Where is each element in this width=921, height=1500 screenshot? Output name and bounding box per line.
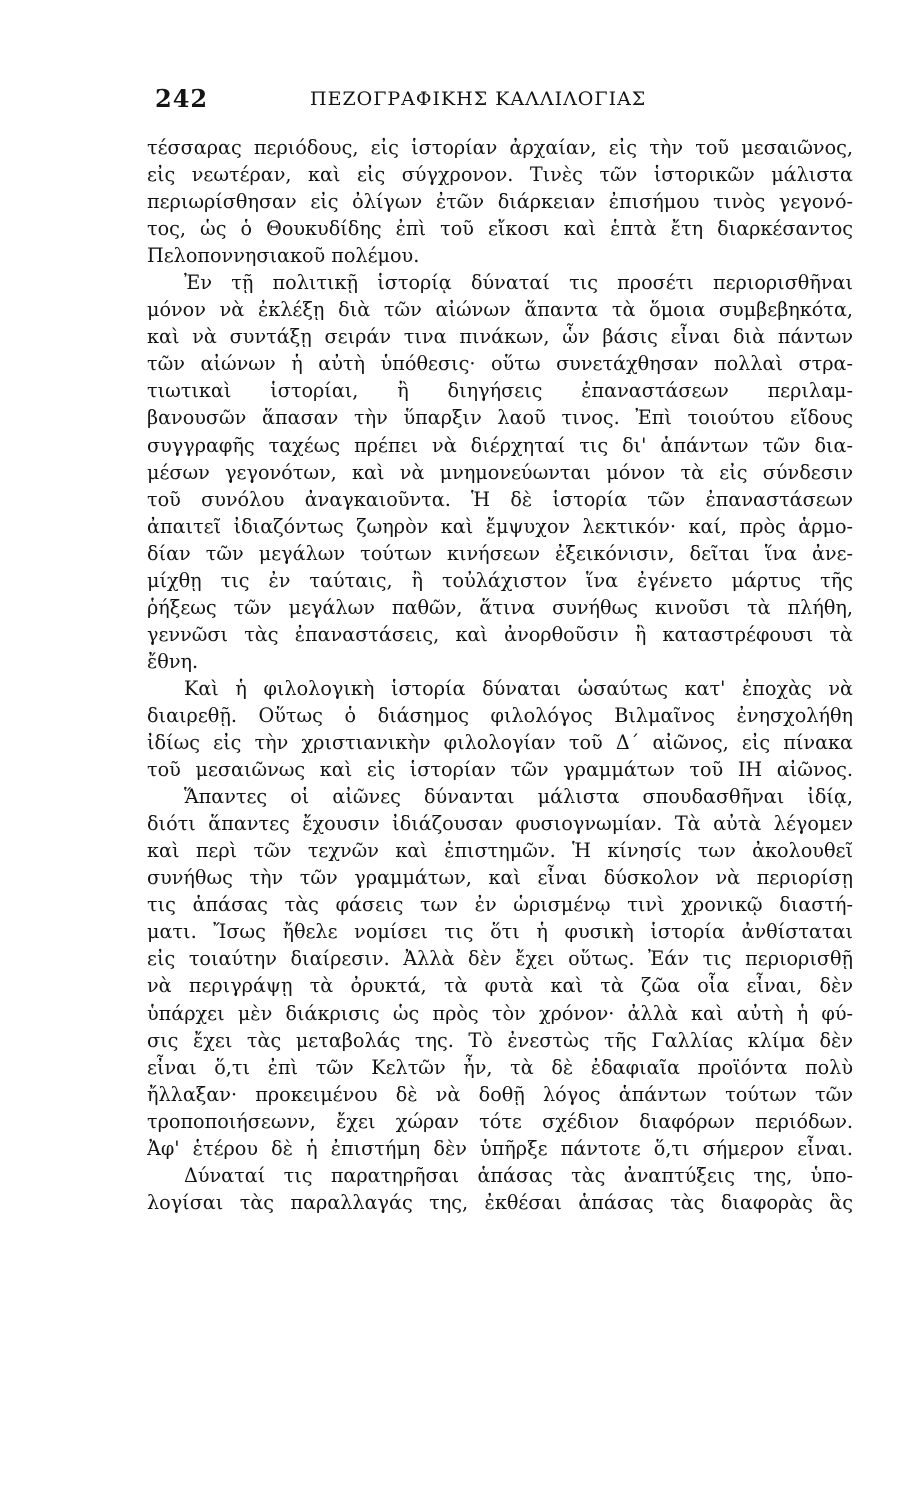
text-line: Καὶ ἡ φιλολογικὴ ἱστορία δύναται ὡσαύτως κατ' ἐποχὰς νὰ [184,676,853,700]
text-line: ἤλλαξαν· προκειμένου δὲ νὰ δοθῇ λόγος ἁπάντων τούτων τῶν [147,1082,853,1106]
text-line: διότι ἅπαντες ἔχουσιν ἰδιάζουσαν φυσιογνωμίαν. Τὰ αὐτὰ λέγομεν [147,812,853,836]
text-line: τιωτικαὶ ἱστορίαι, ἢ διηγήσεις ἐπαναστάσεων περιλαμ- [147,379,853,403]
text-line: ὑπάρχει μὲν διάκρισις ὡς πρὸς τὸν χρόνον· ἀλλὰ καὶ αὐτὴ ἡ φύ- [147,1001,853,1025]
text-line: συγγραφῆς ταχέως πρέπει νὰ διέρχηταί τις δι' ἁπάντων τῶν δια- [147,433,853,457]
text-line: σις ἔχει τὰς μεταβολάς της. Τὸ ἐνεστὼς τῆς Γαλλίας κλίμα δὲν [147,1028,853,1052]
text-line: δίαν τῶν μεγάλων τούτων κινήσεων ἐξεικόνισιν, δεῖται ἵνα ἀνε- [147,541,853,565]
text-line: νὰ περιγράψῃ τὰ ὀρυκτά, τὰ φυτὰ καὶ τὰ ζῶα οἷα εἶναι, δὲν [147,974,853,998]
text-line: εἰς νεωτέραν, καὶ εἰς σύγχρονον. Τινὲς τῶν ἱστορικῶν μάλιστα [147,163,853,187]
text-line: τροποποιήσεωνν, ἔχει χώραν τότε σχέδιον διαφόρων περιόδων. [147,1109,853,1133]
page-header [155,84,850,118]
text-line: τις ἁπάσας τὰς φάσεις των ἐν ὡρισμένῳ τινὶ χρονικῷ διαστή- [147,893,853,917]
text-line: τοῦ μεσαιῶνως καὶ εἰς ἱστορίαν τῶν γραμμάτων τοῦ ΙΗ αἰῶνος. [147,758,853,782]
text-line: λογίσαι τὰς παραλλαγάς της, ἐκθέσαι ἁπάσας τὰς διαφορὰς ἃς [147,1190,853,1214]
text-line: μίχθῃ τις ἐν ταύταις, ἢ τοὐλάχιστον ἵνα ἐγένετο μάρτυς τῆς [147,568,853,592]
text-line: περιωρίσθησαν εἰς ὀλίγων ἐτῶν διάρκειαν ἐπισήμου τινὸς γεγονό- [147,190,853,214]
text-line: ἰδίως εἰς τὴν χριστιανικὴν φιλολογίαν τοῦ Δ΄ αἰῶνος, εἰς πίνακα [147,731,853,755]
text-line: γεννῶσι τὰς ἐπαναστάσεις, καὶ ἀνορθοῦσιν ἢ καταστρέφουσι τὰ [147,622,853,646]
text-line: Ἅπαντες οἱ αἰῶνες δύνανται μάλιστα σπουδασθῆναι ἰδίᾳ, [184,785,853,809]
text-line: καὶ νὰ συντάξῃ σειράν τινα πινάκων, ὧν βάσις εἶναι διὰ πάντων [147,325,853,349]
running-title: ΠΕΖΟΓΡΑΦΙΚΗΣ ΚΑΛΛΙΛΟΓΙΑΣ [310,88,647,110]
text-line: εἶναι ὅ,τι ἐπὶ τῶν Κελτῶν ἦν, τὰ δὲ ἐδαφιαῖα προϊόντα πολὺ [147,1055,853,1079]
text-line: τέσσαρας περιόδους, εἰς ἱστορίαν ἀρχαίαν, εἰς τὴν τοῦ μεσαιῶνος, [147,136,853,159]
text-line: Ἐν τῇ πολιτικῇ ἱστορίᾳ δύναταί τις προσέτι περιορισθῆναι [184,271,853,295]
text-line: εἰς τοιαύτην διαίρεσιν. Ἀλλὰ δὲν ἔχει οὕτως. Ἐάν τις περιορισθῇ [147,947,853,971]
text-line: Ἀφ' ἑτέρου δὲ ἡ ἐπιστήμη δὲν ὑπῆρξε πάντοτε ὅ,τι σήμερον εἶναι. [147,1136,853,1160]
text-line: συνήθως τὴν τῶν γραμμάτων, καὶ εἶναι δύσκολον νὰ περιορίσῃ [147,866,853,890]
text-line: βανουσῶν ἅπασαν τὴν ὕπαρξιν λαοῦ τινος. Ἐπὶ τοιούτου εἴδους [147,406,853,430]
text-line: ματι. Ἴσως ἤθελε νομίσει τις ὅτι ἡ φυσικὴ ἱστορία ἀνθίσταται [147,920,853,944]
text-line: τοῦ συνόλου ἀναγκαιοῦντα. Ἡ δὲ ἱστορία τῶν ἐπαναστάσεων [147,487,853,511]
text-line: μέσων γεγονότων, καὶ νὰ μνημονεύωνται μόνον τὰ εἰς σύνδεσιν [147,460,853,484]
text-line: καὶ περὶ τῶν τεχνῶν καὶ ἐπιστημῶν. Ἡ κίνησίς των ἀκολουθεῖ [147,839,853,863]
text-line: διαιρεθῇ. Οὕτως ὁ διάσημος φιλολόγος Βιλμαῖνος ἐνησχολήθη [147,703,853,727]
body-text [147,134,853,1216]
page-number: 242 [155,84,209,113]
text-line: τος, ὡς ὁ Θουκυδίδης ἐπὶ τοῦ εἴκοσι καὶ ἑπτὰ ἔτη διαρκέσαντος [147,217,853,241]
text-line: ῥήξεως τῶν μεγάλων παθῶν, ἅτινα συνήθως κινοῦσι τὰ πλήθη, [147,595,853,619]
text-line: ἔθνη. [147,649,199,673]
text-line: τῶν αἰώνων ἡ αὐτὴ ὑπόθεσις· οὕτω συνετάχθησαν πολλαὶ στρα- [147,352,853,376]
text-line: Δύναταί τις παρατηρῆσαι ἁπάσας τὰς ἀναπτύξεις της, ὑπο- [184,1163,853,1187]
text-line: Πελοποννησιακοῦ πολέμου. [147,244,420,268]
text-line: ἀπαιτεῖ ἰδιαζόντως ζωηρὸν καὶ ἔμψυχον λεκτικόν· καί, πρὸς ἁρμο- [147,514,853,538]
text-line: μόνον νὰ ἐκλέξῃ διὰ τῶν αἰώνων ἅπαντα τὰ ὅμοια συμβεβηκότα, [147,298,853,322]
